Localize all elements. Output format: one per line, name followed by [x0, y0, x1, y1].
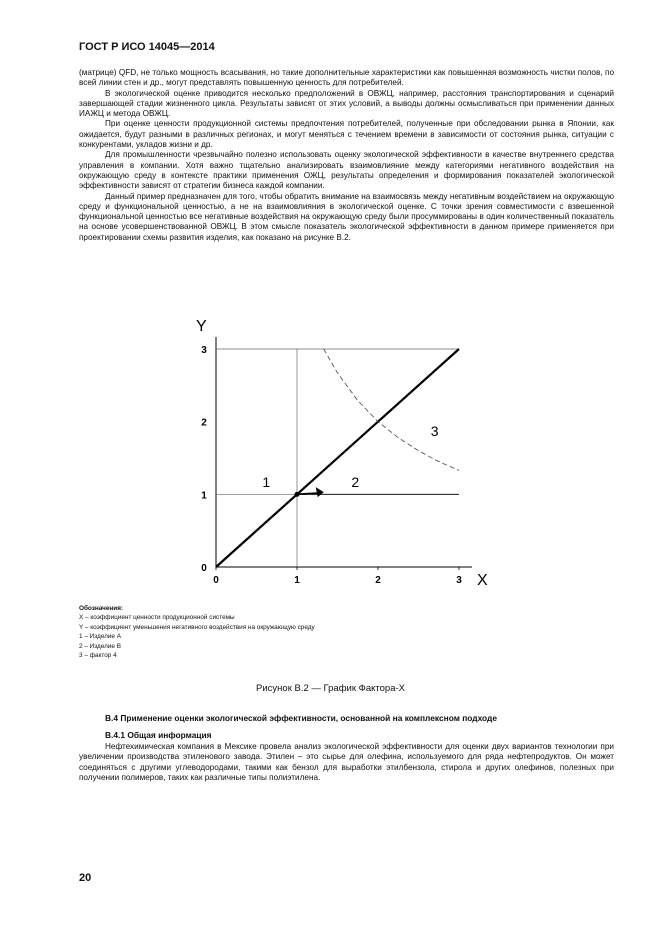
figure-caption: Рисунок В.2 — График Фактора-Х	[256, 683, 405, 694]
subsection-heading: В.4.1 Общая информация	[105, 730, 212, 740]
paragraph: В экологической оценке приводится несколько предположений в ОВЖЦ, например, расстояния транспортирования и сценарий завершающей стадии жизненного цикла. Результаты зависят от этих условий, а выводы должны осмысливаться при применении данных ИАЖЦ и метода ОВЖЦ.	[79, 88, 614, 119]
section-heading: В.4 Применение оценки экологической эффективности, основанной на комплексном подходе	[105, 713, 498, 723]
y-tick-label: 0	[201, 563, 207, 574]
legend-item: 2 – Изделие В	[79, 642, 122, 650]
legend-item: X – коэффициент ценности продукционной системы	[79, 614, 235, 622]
x-tick-label: 2	[375, 575, 381, 586]
series-1-line	[216, 349, 459, 567]
legend-item: Y – коэффициент уменьшения негативного воздействия на окружающую среду	[79, 623, 315, 631]
document-header: ГОСТ Р ИСО 14045—2014	[79, 41, 215, 53]
arrow-head	[316, 487, 324, 497]
paragraph: Для промышленности чрезвычайно полезно использовать оценку экологической эффективности в качестве внутреннего средства управления в компании. Хотя важно тщательно анализировать взаимовлияние между категориями негативного воздействия на окружающую среду в контексте практики применения ОЖЦ, результаты определения и формирования показателей экологической эффективности зависят от стратегии бизнеса каждой компании.	[79, 150, 614, 191]
product-a-point	[295, 492, 300, 497]
y-axis-label: Y	[196, 318, 207, 335]
y-tick-label: 1	[201, 490, 207, 502]
factor-x-chart	[180, 315, 510, 600]
chart-plot-area	[201, 337, 472, 586]
arrow-shaft	[297, 493, 318, 494]
paragraph: (матрице) QFD, не только мощность всасывания, но такие дополнительные характеристики как повышенная возможность чистки полов, по всей линии стен и др., могут представлять повышенную ценность для потребителей.	[79, 68, 614, 88]
page-number: 20	[79, 872, 92, 884]
x-tick-label: 1	[294, 575, 300, 586]
x-axis-label: X	[477, 572, 488, 589]
y-tick-label: 2	[201, 417, 207, 429]
body-text-top	[79, 68, 614, 243]
legend-title: Обозначения:	[79, 605, 124, 612]
paragraph: Нефтехимическая компания в Мексике провела анализ экологической эффективности для оценки двух вариантов технологии при увеличении производства этиленового завода. Этилен – это сырье для олефина, используемого для ряда нефтепродуктов. Он может соединяться с другими углеводородами, такими как бензол для выработки этилбензола, стирола и других олефинов, полезных при получении полимеров, таких как различные типы полиэтилена.	[79, 742, 614, 782]
curve-label-1: 1	[262, 474, 271, 491]
legend-item: 3 – фактор 4	[79, 652, 117, 660]
paragraph: Данный пример предназначен для того, чтобы обратить внимание на взаимосвязь между негативным воздействием на окружающую среду и функциональной ценностью, а не на взаимовлияния в экологической оценке. С точки зрения совместимости с взвешенной функциональной ценностью все негативные воздействия на окружающую среду были просуммированы в один количественный показатель на основе усовершенствованной ОВЖЦ. В этом смысле показатель экологической эффективности в данном примере применяется при проектировании схемы развития изделия, как показано на рисунке В.2.	[79, 191, 614, 242]
x-tick-label: 0	[213, 575, 219, 586]
x-tick-label: 3	[456, 575, 462, 586]
legend-item: 1 – Изделие А	[79, 633, 122, 641]
curve-label-2: 2	[351, 474, 360, 491]
figure-legend	[79, 604, 315, 660]
paragraph: При оценке ценности продукционной системы предпочтения потребителей, полученные при обследовании рынка в Японии, как ожидается, будут разными в различных регионах, и могут меняться с течением времени в зависимости от состояния рынка, ситуации с конкурентами, укладов жизни и др.	[79, 119, 614, 150]
curve-label-3: 3	[430, 423, 439, 440]
y-tick-label: 3	[201, 345, 207, 356]
body-text-bottom	[79, 742, 614, 783]
